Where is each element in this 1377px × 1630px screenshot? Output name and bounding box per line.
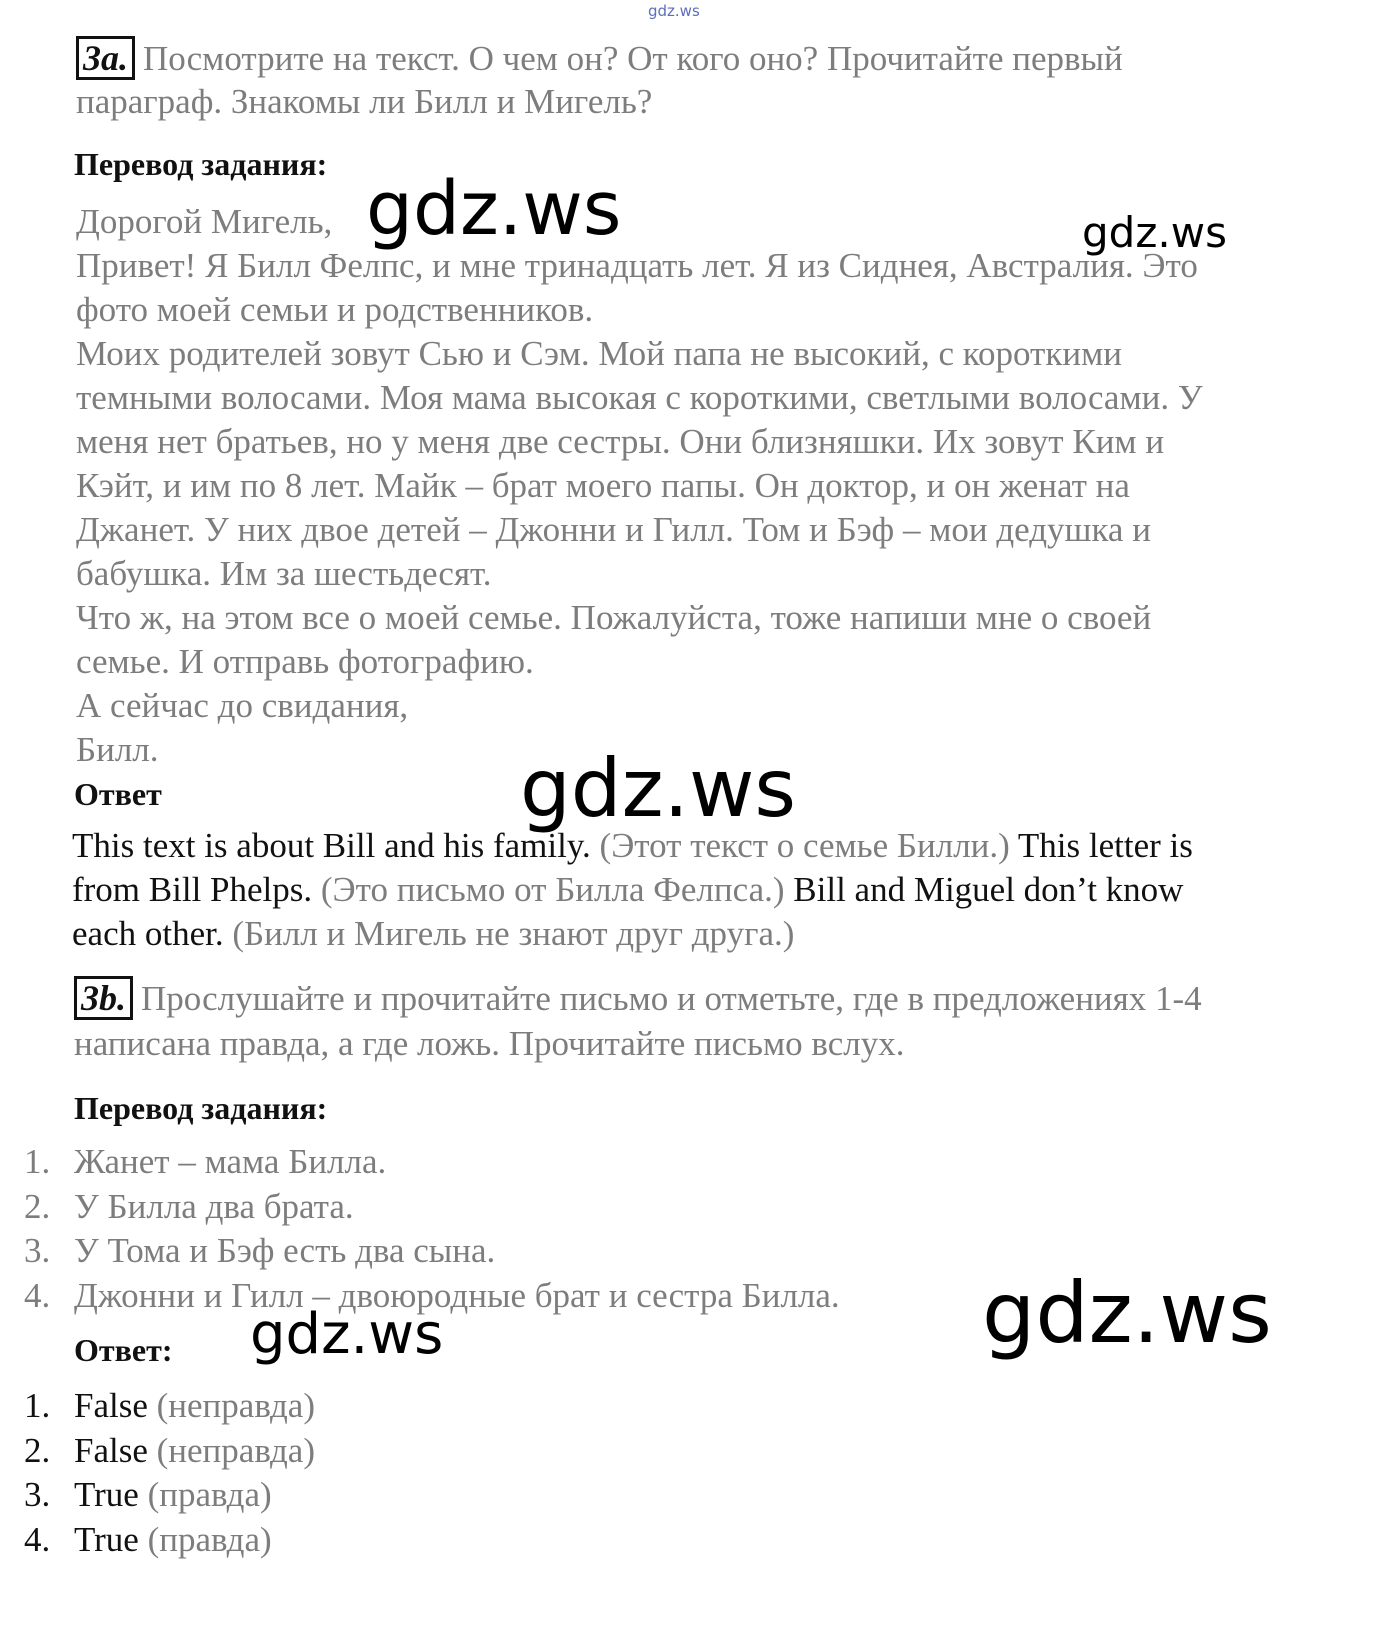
ex3a-answer-line-1: This text is about Bill and his family. (Этот текст о семье Билли.) This letter is xyxy=(72,826,1193,865)
letter-line: меня нет братьев, но у меня две сестры. Они близняшки. Их зовут Ким и xyxy=(76,422,1165,461)
ex3a-answer-line-3: each other. (Билл и Мигель не знают друг друга.) xyxy=(72,914,795,953)
watermark-3: gdz.ws xyxy=(520,742,797,835)
letter-line: Кэйт, и им по 8 лет. Майк – брат моего папы. Он доктор, и он женат на xyxy=(76,466,1130,505)
ex3a-translation-heading: Перевод задания: xyxy=(74,146,328,182)
ex3b-answer-heading: Ответ: xyxy=(74,1332,173,1368)
watermark-5: gdz.ws xyxy=(982,1264,1272,1362)
answer-item: 2. False (неправда) xyxy=(24,1430,315,1470)
letter-line: Билл. xyxy=(76,730,159,769)
watermark-1: gdz.ws xyxy=(366,166,622,252)
watermark-top: gdz.ws xyxy=(648,2,700,20)
answer-item: 4. True (правда) xyxy=(24,1519,272,1559)
letter-line: Моих родителей зовут Сью и Сэм. Мой папа не высокий, с короткими xyxy=(76,334,1122,373)
ex3a-task-line-1: 3a. Посмотрите на текст. О чем он? От кого оно? Прочитайте первый xyxy=(76,36,1123,82)
statement-item: 2. У Билла два брата. xyxy=(24,1186,354,1226)
ex3b-translation-heading: Перевод задания: xyxy=(74,1090,328,1126)
ex3a-badge: 3a. xyxy=(76,36,135,80)
letter-line: А сейчас до свидания, xyxy=(76,686,409,725)
letter-line: Привет! Я Билл Фелпс, и мне тринадцать лет. Я из Сиднея, Австралия. Это xyxy=(76,246,1198,285)
watermark-2: gdz.ws xyxy=(1082,208,1227,257)
watermark-4: gdz.ws xyxy=(250,1302,444,1367)
statement-item: 1. Жанет – мама Билла. xyxy=(24,1142,387,1181)
ex3b-task-line-1: 3b. Прослушайте и прочитайте письмо и отметьте, где в предложениях 1-4 xyxy=(74,976,1202,1022)
ex3a-answer-line-2: from Bill Phelps. (Это письмо от Билла Фелпса.) Bill and Miguel don’t know xyxy=(72,870,1184,909)
answer-item: 1. False (неправда) xyxy=(24,1386,315,1425)
letter-line: Что ж, на этом все о моей семье. Пожалуйста, тоже напиши мне о своей xyxy=(76,598,1152,637)
statement-item: 4. Джонни и Гилл – двоюродные брат и сестра Билла. xyxy=(24,1275,840,1315)
ex3b-badge: 3b. xyxy=(74,976,133,1020)
ex3a-answer-heading: Ответ xyxy=(74,776,162,812)
ex3b-answers xyxy=(24,1384,315,1562)
ex3a-task-line-2: параграф. Знакомы ли Билл и Мигель? xyxy=(76,82,653,121)
answer-item: 3. True (правда) xyxy=(24,1475,272,1514)
statement-item: 3. У Тома и Бэф есть два сына. xyxy=(24,1231,496,1270)
letter-line: семье. И отправь фотографию. xyxy=(76,642,534,681)
letter-line: фото моей семьи и родственников. xyxy=(76,290,594,329)
letter-line: Дорогой Мигель, xyxy=(76,202,333,241)
letter-line: темными волосами. Моя мама высокая с короткими, светлыми волосами. У xyxy=(76,378,1203,417)
ex3b-statements xyxy=(24,1140,840,1318)
ex3b-task-line-2: написана правда, а где ложь. Прочитайте письмо вслух. xyxy=(74,1024,905,1063)
letter-line: Джанет. У них двое детей – Джонни и Гилл. Том и Бэф – мои дедушка и xyxy=(76,510,1151,549)
letter-line: бабушка. Им за шестьдесят. xyxy=(76,554,492,593)
